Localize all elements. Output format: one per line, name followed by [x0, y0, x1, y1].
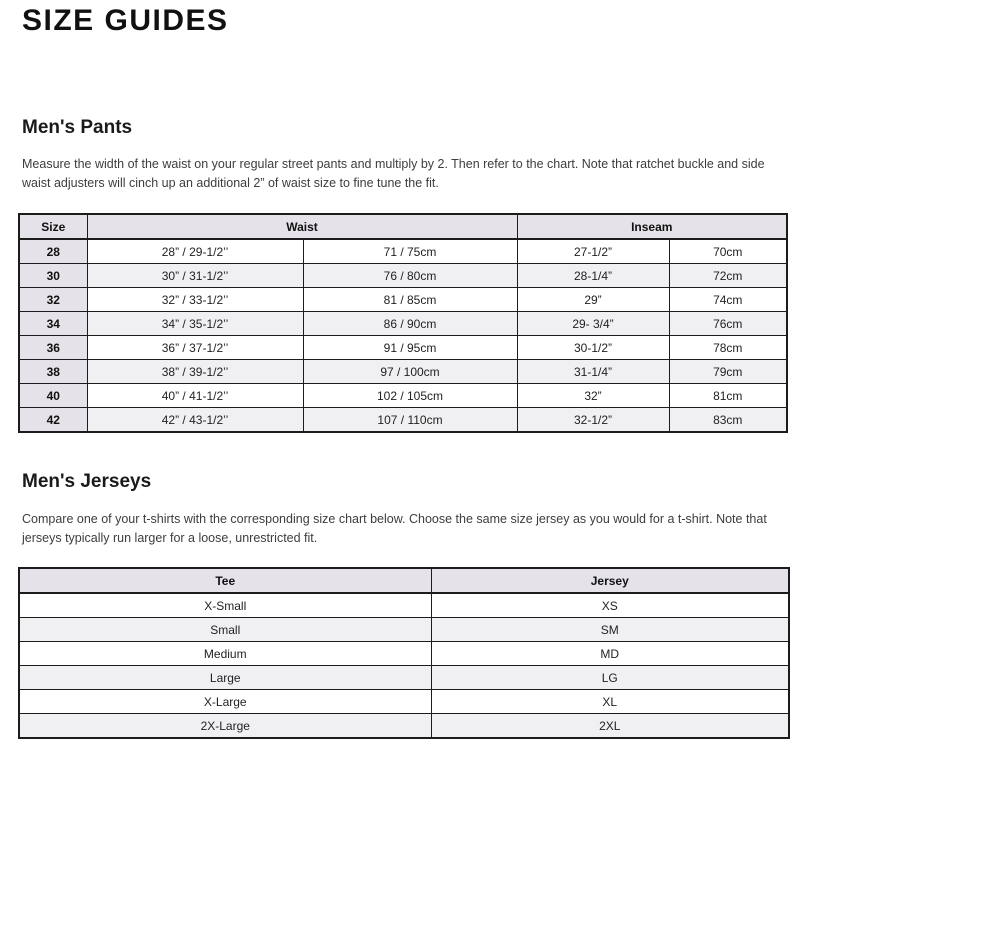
- waist-in-cell: 34” / 35-1/2’’: [87, 312, 303, 336]
- inseam-cm-cell: 78cm: [669, 336, 787, 360]
- waist-in-cell: 30” / 31-1/2’’: [87, 264, 303, 288]
- inseam-cm-cell: 76cm: [669, 312, 787, 336]
- pants-header-size: Size: [19, 214, 87, 239]
- jerseys-header-jersey: Jersey: [431, 568, 789, 593]
- inseam-cm-cell: 74cm: [669, 288, 787, 312]
- size-cell: 40: [19, 384, 87, 408]
- table-row: [19, 690, 789, 714]
- inseam-in-cell: 30-1/2”: [517, 336, 669, 360]
- size-cell: 42: [19, 408, 87, 433]
- waist-cm-cell: 97 / 100cm: [303, 360, 517, 384]
- waist-cm-cell: 107 / 110cm: [303, 408, 517, 433]
- pants-header-waist: Waist: [87, 214, 517, 239]
- waist-cm-cell: 91 / 95cm: [303, 336, 517, 360]
- inseam-cm-cell: 72cm: [669, 264, 787, 288]
- tee-cell: Large: [19, 666, 431, 690]
- table-row: [19, 408, 787, 433]
- tee-cell: 2X-Large: [19, 714, 431, 739]
- table-row: [19, 666, 789, 690]
- jerseys-table-header-row: [19, 568, 789, 593]
- waist-in-cell: 38” / 39-1/2’’: [87, 360, 303, 384]
- pants-section-description: Measure the width of the waist on your regular street pants and multiply by 2. Then refer to the chart. Note that ratchet buckle and side waist adjusters will cinch up an additional 2” of waist size to fine tune the fit.: [22, 157, 765, 190]
- page-title: SIZE GUIDES: [22, 4, 229, 37]
- waist-cm-cell: 71 / 75cm: [303, 239, 517, 264]
- jersey-cell: XS: [431, 593, 789, 618]
- inseam-in-cell: 31-1/4”: [517, 360, 669, 384]
- jerseys-header-tee: Tee: [19, 568, 431, 593]
- waist-cm-cell: 102 / 105cm: [303, 384, 517, 408]
- jersey-cell: LG: [431, 666, 789, 690]
- table-row: [19, 384, 787, 408]
- waist-cm-cell: 76 / 80cm: [303, 264, 517, 288]
- table-row: [19, 264, 787, 288]
- inseam-in-cell: 28-1/4”: [517, 264, 669, 288]
- waist-cm-cell: 81 / 85cm: [303, 288, 517, 312]
- pants-section-heading: Men's Pants: [22, 117, 133, 138]
- jerseys-section-description: Compare one of your t-shirts with the corresponding size chart below. Choose the same size jersey as you would for a t-shirt. Note that jerseys typically run larger for a loose, unrestricted fit.: [22, 512, 767, 545]
- waist-in-cell: 32” / 33-1/2’’: [87, 288, 303, 312]
- tee-cell: X-Large: [19, 690, 431, 714]
- waist-in-cell: 36” / 37-1/2’’: [87, 336, 303, 360]
- table-row: [19, 312, 787, 336]
- inseam-in-cell: 32-1/2”: [517, 408, 669, 433]
- size-cell: 30: [19, 264, 87, 288]
- inseam-in-cell: 29”: [517, 288, 669, 312]
- waist-in-cell: 40” / 41-1/2’’: [87, 384, 303, 408]
- waist-cm-cell: 86 / 90cm: [303, 312, 517, 336]
- inseam-cm-cell: 81cm: [669, 384, 787, 408]
- size-cell: 36: [19, 336, 87, 360]
- table-row: [19, 336, 787, 360]
- inseam-in-cell: 32”: [517, 384, 669, 408]
- table-row: [19, 642, 789, 666]
- jersey-cell: MD: [431, 642, 789, 666]
- tee-cell: X-Small: [19, 593, 431, 618]
- inseam-in-cell: 27-1/2”: [517, 239, 669, 264]
- size-cell: 32: [19, 288, 87, 312]
- size-cell: 28: [19, 239, 87, 264]
- table-row: [19, 239, 787, 264]
- table-row: [19, 360, 787, 384]
- table-row: [19, 618, 789, 642]
- jersey-cell: SM: [431, 618, 789, 642]
- pants-header-inseam: Inseam: [517, 214, 787, 239]
- table-row: [19, 714, 789, 739]
- tee-cell: Medium: [19, 642, 431, 666]
- size-cell: 38: [19, 360, 87, 384]
- jerseys-size-table: [18, 567, 790, 739]
- jersey-cell: 2XL: [431, 714, 789, 739]
- inseam-cm-cell: 83cm: [669, 408, 787, 433]
- inseam-in-cell: 29- 3/4”: [517, 312, 669, 336]
- jersey-cell: XL: [431, 690, 789, 714]
- table-row: [19, 288, 787, 312]
- table-row: [19, 593, 789, 618]
- waist-in-cell: 28” / 29-1/2’’: [87, 239, 303, 264]
- tee-cell: Small: [19, 618, 431, 642]
- size-cell: 34: [19, 312, 87, 336]
- pants-table-header-row: [19, 214, 787, 239]
- inseam-cm-cell: 79cm: [669, 360, 787, 384]
- inseam-cm-cell: 70cm: [669, 239, 787, 264]
- waist-in-cell: 42” / 43-1/2’’: [87, 408, 303, 433]
- pants-size-table: [18, 213, 788, 433]
- jerseys-section-heading: Men's Jerseys: [22, 471, 152, 492]
